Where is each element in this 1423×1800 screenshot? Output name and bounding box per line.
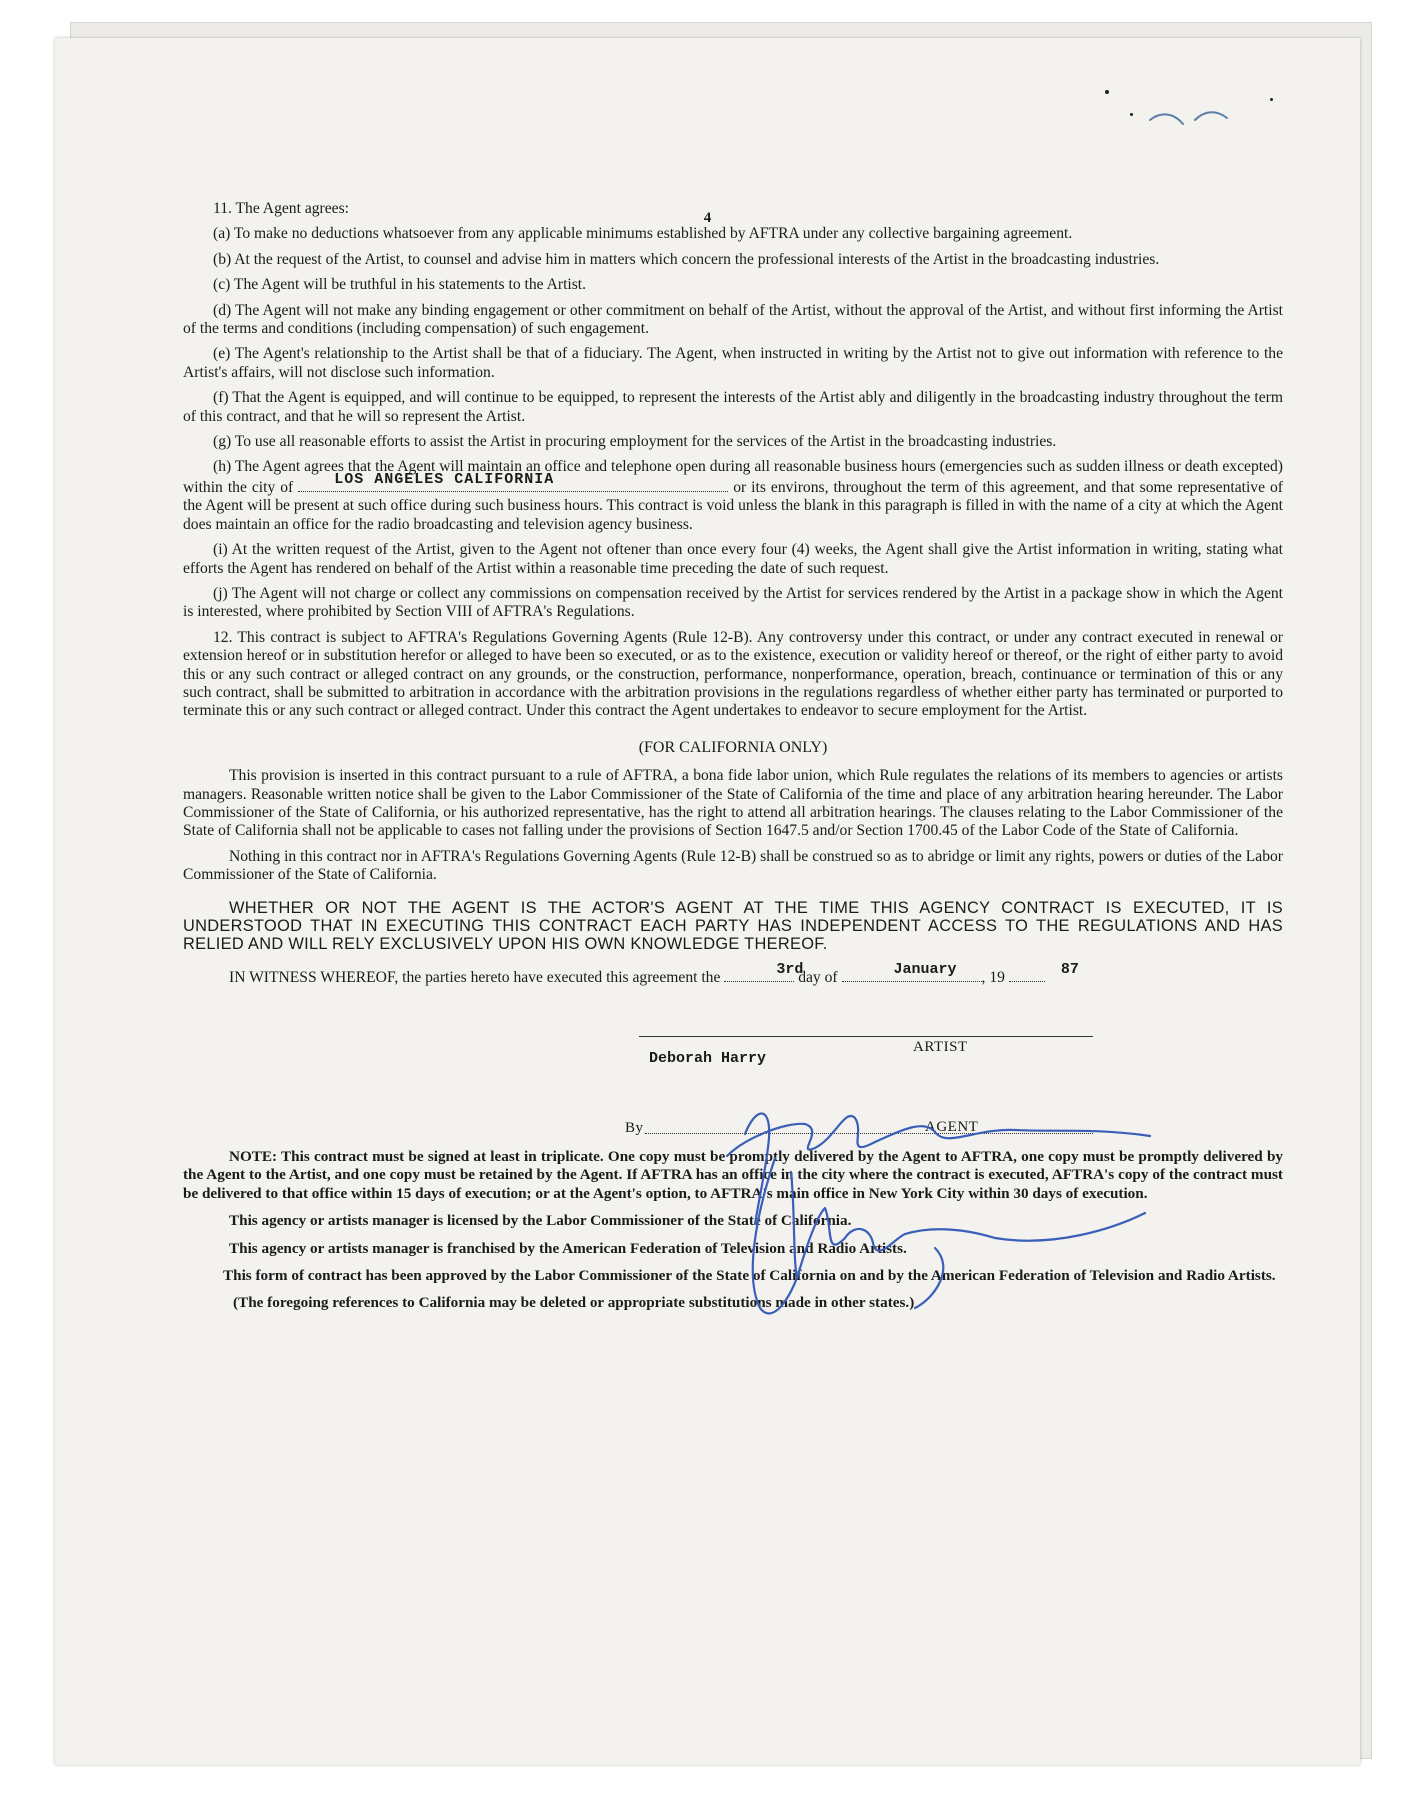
clause-11a: (a) To make no deductions whatsoever from any applicable minimums established by AFTRA under any collective bargaining agreement. [213, 225, 1073, 243]
day-of-text: day of [798, 968, 838, 986]
clause-11b: (b) At the request of the Artist, to counsel and advise him in matters which concern the professional interests of the Artist in the broadcasting industries. [213, 250, 1160, 268]
page-number: 4 [703, 210, 712, 226]
corner-mark [1195, 112, 1227, 120]
clause-11c: (c) The Agent will be truthful in his statements to the Artist. [213, 276, 587, 294]
clause-11h-text-pre: (h) The Agent agrees that the Agent will maintain an office and telephone open during all reasonable business hours (emergencies such as sudden illness or death excepted) within the city of [183, 458, 1283, 496]
artist-name: Deborah Harry [649, 1050, 767, 1067]
year-value: 87 [1060, 960, 1079, 978]
clause-11i: (i) At the written request of the Artist, given to the Agent not oftener than once every four (4) weeks, the Agent shall give the Artist information in writing, stating what efforts the Agent has rendered on behalf of the Artist within a reasonable time preceding the date of such request. [183, 541, 1283, 577]
signature-block [183, 994, 1283, 1136]
contract-page [55, 38, 1360, 1765]
artist-signature-line[interactable] [639, 1036, 1093, 1037]
year-blank[interactable] [1009, 960, 1079, 982]
clause-11d: (d) The Agent will not make any binding engagement or other commitment on behalf of the Artist, without the approval of the Artist, and without first informing the Artist of the terms and conditions (including compensation) of such engagement. [183, 301, 1283, 338]
by-label: By [625, 1120, 644, 1136]
artist-label: ARTIST [913, 1039, 968, 1055]
california-nothing-clause: Nothing in this contract nor in AFTRA's Regulations Governing Agents (Rule 12-B) shall be construed so as to abridge or limit any rights, powers or duties of the Labor Commissioner of the State of California. [183, 847, 1283, 884]
witness-line [183, 960, 1283, 987]
city-typed-value: LOS ANGELES CALIFORNIA [334, 470, 555, 488]
month-blank[interactable] [842, 960, 982, 982]
day-blank[interactable] [724, 960, 804, 982]
clause-11-intro: 11. The Agent agrees: [213, 200, 349, 217]
triplicate-note: NOTE: This contract must be signed at least in triplicate. One copy must be promptly delivered by the Agent to AFTRA, one copy must be promptly delivered by the Agent to the Artist, and one copy must be retained by the Agent. If AFTRA has an office in the city where the contract is executed, AFTRA's copy of the contract must be delivered to that office within 15 days of execution; or at the Agent's option, to AFTRA's main office in New York City within 30 days of execution. [183, 1148, 1283, 1202]
independent-access-clause: WHETHER OR NOT THE AGENT IS THE ACTOR'S AGENT AT THE TIME THIS AGENCY CONTRACT IS EXECUTED, IT IS UNDERSTOOD THAT IN EXECUTING THIS CONTRACT EACH PARTY HAS INDEPENDENT ACCESS TO THE REGULATIONS AND HAS RELIED AND WILL RELY EXCLUSIVELY UPON HIS OWN KNOWLEDGE THEREOF. [183, 898, 1283, 953]
city-blank[interactable] [298, 470, 728, 492]
california-heading: (FOR CALIFORNIA ONLY) [638, 738, 828, 756]
contract-body [183, 200, 1283, 1322]
clause-11h-text-post: or its environs, throughout the term of this agreement, and that some representative of the Agent will be present at such office during such business hours. This contract is void unless the blank in this paragraph is filled in with the name of a city at which the Agent does maintain an office for the radio broadcasting and television agency business. [183, 478, 1283, 533]
clause-12: 12. This contract is subject to AFTRA's Regulations Governing Agents (Rule 12-B). Any controversy under this contract, or under any contract executed in renewal or extension hereof or in substitution herefor or alleged to have been so executed, or as to the existence, execution or validity hereof or thereof, or the right of either party to avoid this or any such contract or alleged contract on any grounds, or the construction, performance, nonperformance, operation, breach, continuance or termination of this or any such contract, shall be submitted to arbitration in accordance with the arbitration provisions in the regulations regardless of whether either party has terminated or purported to terminate this or any such contract or alleged contract. Under this contract the Agent undertakes to endeavor to secure employment for the Artist. [183, 628, 1283, 720]
day-value: 3rd [776, 960, 804, 978]
paper-speck [1105, 90, 1109, 94]
franchised-statement: This agency or artists manager is franchised by the American Federation of Television and Radio Artists. [229, 1239, 907, 1257]
approved-statement: This form of contract has been approved by the Labor Commissioner of the State of California on and by the American Federation of Television and Radio Artists. [223, 1267, 1276, 1285]
year-prefix: , 19 [981, 968, 1005, 986]
paper-speck [1130, 113, 1133, 116]
clause-11j: (j) The Agent will not charge or collect any commissions on compensation received by the Artist for services rendered by the Artist in a package show in which the Agent is interested, where prohibited by Section VIII of AFTRA's Regulations. [183, 584, 1283, 621]
corner-mark [1150, 114, 1183, 124]
california-provision: This provision is inserted in this contract pursuant to a rule of AFTRA, a bona fide labor union, which Rule regulates the relations of its members to agencies or artists managers. Reasonable written notice shall be given to the Labor Commissioner of the State of California of the time and place of any arbitration hearing hereunder. The Labor Commissioner of the State of California, or his authorized representative, has the right to attend all arbitration hearings. The clauses relating to the Labor Commissioner of the State of California shall not be applicable to cases not falling under the provisions of Section 1647.5 and/or Section 1700.45 of the Labor Code of the State of California. [183, 767, 1283, 840]
paper-speck [1270, 98, 1273, 101]
clause-11h [183, 458, 1283, 534]
licensed-statement: This agency or artists manager is licensed by the Labor Commissioner of the State of California. [229, 1212, 852, 1230]
witness-text: IN WITNESS WHEREOF, the parties hereto have executed this agreement the [229, 968, 721, 986]
clause-11g: (g) To use all reasonable efforts to assist the Artist in procuring employment for the services of the Artist in the broadcasting industries. [213, 433, 1057, 451]
foregoing-statement: (The foregoing references to California may be deleted or appropriate substitutions made in other states.) [233, 1294, 915, 1312]
agent-label: AGENT [925, 1119, 979, 1135]
clause-11f: (f) That the Agent is equipped, and will continue to be equipped, to represent the interests of the Artist ably and diligently in the broadcasting industry throughout the term of this contract, and that he will so represent the Artist. [183, 389, 1283, 425]
notes-section [183, 1148, 1283, 1313]
month-value: January [893, 960, 957, 978]
clause-11e: (e) The Agent's relationship to the Artist shall be that of a fiduciary. The Agent, when instructed in writing by the Artist not to give out information with reference to the Artist's affairs, will not disclose such information. [183, 345, 1283, 381]
